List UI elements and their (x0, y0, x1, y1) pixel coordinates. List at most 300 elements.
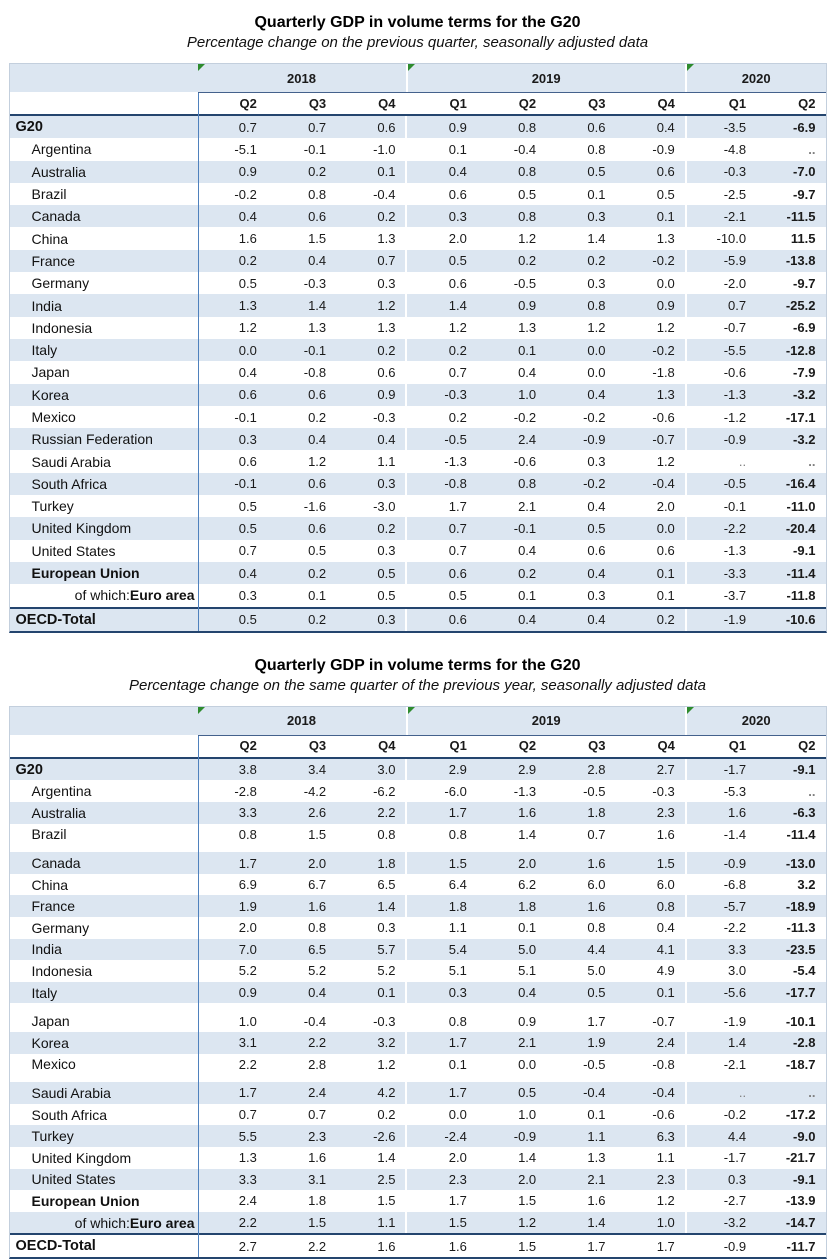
value-cell: -1.0 (336, 138, 407, 160)
value-cell: .. (738, 1085, 747, 1101)
value-cell: 0.3 (336, 540, 407, 562)
quarter-header-cell: Q2 (518, 738, 537, 754)
value-cell: 2.2 (238, 1215, 257, 1230)
row-label: United Kingdom (31, 1149, 132, 1166)
value-cell: 2.0 (448, 231, 467, 247)
comment-marker-icon (687, 707, 694, 714)
table-row (10, 1147, 826, 1169)
value-cell: 0.5 (308, 543, 327, 559)
row-label: India (31, 297, 62, 314)
year-row-label-cell (10, 707, 198, 735)
value-cell: -0.4 (615, 1082, 686, 1104)
value-cell: 2.9 (518, 762, 537, 778)
value-cell: -0.2 (615, 339, 686, 361)
value-cell: -10.0 (716, 231, 747, 247)
row-label: Japan (31, 1013, 70, 1030)
value-cell: -5.5 (723, 342, 747, 358)
value-cell: 0.3 (336, 473, 407, 495)
table-row (10, 250, 826, 272)
value-cell: -23.5 (785, 941, 816, 957)
value-cell: 0.5 (518, 186, 537, 202)
quarter-header-cell: Q1 (449, 738, 467, 754)
value-cell: -17.7 (785, 985, 816, 1001)
value-cell: -3.3 (723, 565, 747, 581)
value-cell: 1.2 (518, 1215, 537, 1230)
value-cell: 0.6 (308, 387, 327, 403)
row-gap (10, 845, 826, 852)
value-cell: -2.1 (723, 1056, 747, 1072)
value-cell: 1.4 (518, 826, 537, 842)
table-row (10, 339, 826, 361)
value-cell: 0.4 (238, 208, 257, 224)
value-cell: 2.2 (238, 1056, 257, 1072)
value-cell: 1.8 (336, 852, 407, 874)
value-cell: -13.8 (785, 253, 816, 269)
row-label: Mexico (31, 1056, 76, 1073)
value-cell: 6.9 (238, 877, 257, 893)
value-cell: 1.2 (615, 317, 686, 339)
value-cell: 0.4 (308, 253, 327, 269)
value-cell: -0.9 (723, 431, 747, 447)
quarter-header-cell: Q3 (588, 95, 606, 111)
table-row (10, 227, 826, 249)
value-cell: 1.7 (587, 1013, 606, 1029)
value-cell: -11.5 (786, 208, 816, 224)
value-cell: 4.2 (336, 1082, 407, 1104)
value-cell: 0.6 (308, 476, 327, 492)
quarter-row (10, 92, 826, 116)
value-cell: 1.7 (238, 855, 257, 871)
comment-marker-icon (198, 707, 205, 714)
value-cell: 1.4 (587, 231, 606, 247)
value-cell: -25.2 (785, 298, 816, 314)
row-label: United States (31, 1171, 116, 1188)
year-header-cell (198, 707, 406, 735)
row-gap (10, 1075, 826, 1082)
value-cell: 2.5 (336, 1169, 407, 1191)
value-cell: -6.8 (723, 877, 747, 893)
value-cell: 0.3 (587, 208, 606, 224)
value-cell: 2.1 (587, 1171, 606, 1187)
value-cell: 1.8 (448, 898, 467, 914)
value-cell: -6.0 (444, 783, 467, 799)
value-cell: -2.0 (723, 275, 747, 291)
value-cell: 1.0 (238, 1013, 257, 1029)
row-label: China (31, 230, 69, 247)
value-cell: 0.5 (587, 985, 606, 1001)
value-cell: -0.4 (513, 141, 537, 157)
value-cell: -0.6 (513, 454, 537, 470)
value-cell: 1.1 (615, 1147, 686, 1169)
value-cell: 5.2 (308, 963, 327, 979)
value-cell: 5.0 (518, 941, 537, 957)
table-row (10, 272, 826, 294)
value-cell: 0.5 (587, 164, 606, 180)
value-cell: -1.9 (723, 1013, 747, 1029)
value-cell: 1.5 (448, 855, 467, 871)
value-cell: 2.0 (518, 1171, 537, 1187)
value-cell: -2.8 (793, 1035, 816, 1051)
value-cell: 0.8 (587, 920, 606, 936)
value-cell: -0.6 (615, 1104, 686, 1126)
table-row (10, 183, 826, 205)
value-cell: 6.0 (615, 874, 686, 896)
table-row (10, 473, 826, 495)
value-cell: -1.3 (444, 454, 467, 470)
value-cell: .. (808, 1085, 816, 1101)
value-cell: 0.8 (308, 186, 327, 202)
value-cell: -0.7 (723, 320, 747, 336)
value-cell: 1.6 (308, 1150, 327, 1166)
year-header-cell (406, 707, 685, 735)
value-cell: -17.2 (785, 1107, 816, 1123)
table-row (10, 1104, 826, 1126)
table-row (10, 361, 826, 383)
table-row (10, 1212, 826, 1234)
value-cell: -10.6 (785, 612, 816, 628)
value-cell: 0.8 (615, 895, 686, 917)
row-label: G20 (15, 761, 43, 778)
value-cell: -9.1 (793, 543, 816, 559)
value-cell: 3.0 (336, 759, 407, 781)
year-label: 2019 (531, 70, 561, 86)
value-cell: 0.4 (518, 985, 537, 1001)
value-cell: 0.2 (308, 409, 327, 425)
value-cell: -2.7 (723, 1193, 747, 1209)
value-cell: 0.7 (308, 119, 327, 135)
value-cell: -6.9 (793, 119, 816, 135)
table-row (10, 428, 826, 450)
value-cell: 1.1 (448, 920, 467, 936)
row-label: Australia (31, 804, 86, 821)
value-cell: 1.5 (615, 852, 686, 874)
table-row (10, 939, 826, 961)
quarter-row (10, 735, 826, 759)
value-cell: 0.2 (336, 339, 407, 361)
value-cell: 1.5 (336, 1190, 407, 1212)
value-cell: -3.2 (723, 1215, 747, 1230)
value-cell: 11.5 (790, 231, 816, 247)
value-cell: -4.8 (723, 141, 747, 157)
value-cell: 0.1 (308, 587, 327, 603)
value-cell: 0.6 (587, 119, 606, 135)
value-cell: 1.7 (615, 1235, 686, 1257)
value-cell: 0.3 (587, 587, 606, 603)
value-cell: 0.7 (336, 250, 407, 272)
row-label: Brazil (31, 186, 67, 203)
value-cell: -9.1 (793, 762, 816, 778)
table-row (10, 874, 826, 896)
value-cell: 0.8 (448, 826, 467, 842)
value-cell: -0.7 (615, 1010, 686, 1032)
value-cell: -5.3 (723, 783, 747, 799)
value-cell: 0.7 (238, 543, 257, 559)
value-cell: 0.6 (448, 275, 467, 291)
value-cell: -0.2 (513, 409, 537, 425)
row-label: Germany (31, 275, 90, 292)
value-cell: 0.4 (615, 917, 686, 939)
value-cell: 5.4 (448, 941, 467, 957)
value-cell: 0.2 (308, 565, 327, 581)
value-cell: -4.2 (303, 783, 327, 799)
value-cell: 0.4 (615, 116, 686, 138)
value-cell: -0.6 (723, 364, 747, 380)
year-row (10, 64, 826, 92)
value-cell: 0.6 (615, 540, 686, 562)
value-cell: 0.6 (238, 387, 257, 403)
table-body (10, 759, 826, 1257)
value-cell: -21.7 (785, 1150, 816, 1166)
value-cell: -5.1 (234, 141, 257, 157)
value-cell: 1.2 (336, 294, 407, 316)
row-label: Australia (31, 163, 86, 180)
value-cell: 2.3 (308, 1128, 327, 1144)
value-cell: 0.4 (518, 612, 537, 628)
value-cell: 0.0 (615, 517, 686, 539)
value-cell: 0.9 (238, 164, 257, 180)
value-cell: 0.7 (728, 298, 747, 314)
value-cell: 0.6 (448, 186, 467, 202)
value-cell: 0.9 (336, 384, 407, 406)
value-cell: 0.1 (518, 587, 537, 603)
value-cell: 0.6 (308, 520, 327, 536)
row-label: Korea (31, 386, 69, 403)
value-cell: 0.1 (336, 161, 407, 183)
quarter-header-cell: Q4 (336, 735, 407, 757)
value-cell: 0.3 (728, 1171, 747, 1187)
row-label: United Kingdom (31, 520, 132, 537)
year-label: 2020 (741, 70, 771, 86)
value-cell: -0.5 (444, 431, 467, 447)
value-cell: 0.7 (308, 1107, 327, 1123)
value-cell: 0.4 (587, 498, 606, 514)
value-cell: 2.8 (308, 1056, 327, 1072)
value-cell: -0.3 (336, 1010, 407, 1032)
value-cell: -0.1 (513, 520, 537, 536)
row-gap (10, 1003, 826, 1010)
quarter-header-cell: Q2 (239, 738, 257, 754)
value-cell: 1.5 (448, 1215, 467, 1230)
value-cell: 1.4 (308, 298, 327, 314)
value-cell: -1.2 (723, 409, 747, 425)
table-row (10, 852, 826, 874)
table-row (10, 802, 826, 824)
value-cell: -0.1 (723, 498, 747, 514)
value-cell: 1.6 (308, 898, 327, 914)
value-cell: -1.9 (723, 612, 747, 628)
value-cell: -0.5 (513, 275, 537, 291)
value-cell: 2.6 (308, 805, 327, 821)
value-cell: 5.1 (518, 963, 537, 979)
value-cell: 4.4 (587, 941, 606, 957)
table-row (10, 161, 826, 183)
value-cell: 2.4 (518, 431, 537, 447)
table-section-yoy (0, 655, 835, 1259)
value-cell: -3.2 (793, 431, 816, 447)
value-cell: 0.2 (615, 609, 686, 631)
value-cell: 3.3 (238, 1171, 257, 1187)
row-label: Germany (31, 919, 90, 936)
value-cell: -1.4 (723, 826, 747, 842)
value-cell: 1.7 (448, 498, 467, 514)
value-cell: .. (808, 141, 816, 157)
table-row (10, 406, 826, 428)
value-cell: -10.1 (785, 1013, 816, 1029)
value-cell: 6.3 (615, 1125, 686, 1147)
value-cell: -0.2 (234, 186, 257, 202)
value-cell: 3.2 (336, 1032, 407, 1054)
value-cell: 1.2 (615, 1190, 686, 1212)
value-cell: 0.1 (448, 141, 467, 157)
value-cell: -0.3 (303, 275, 327, 291)
value-cell: 0.2 (336, 1104, 407, 1126)
table-title: Quarterly GDP in volume terms for the G20 (254, 656, 581, 674)
table-row (10, 960, 826, 982)
value-cell: -0.5 (583, 783, 606, 799)
value-cell: -5.9 (723, 253, 747, 269)
value-cell: 0.8 (518, 208, 537, 224)
value-cell: 3.3 (728, 941, 747, 957)
value-cell: 3.1 (308, 1171, 327, 1187)
table-section-qoq (0, 12, 835, 633)
value-cell: 0.4 (238, 565, 257, 581)
table-row (10, 917, 826, 939)
value-cell: 6.5 (336, 874, 407, 896)
value-cell: -6.2 (336, 780, 407, 802)
value-cell: 0.2 (448, 409, 467, 425)
value-cell: -3.7 (723, 587, 747, 603)
value-cell: 2.8 (587, 762, 606, 778)
table-row (10, 562, 826, 584)
value-cell: 0.5 (587, 520, 606, 536)
value-cell: 2.2 (308, 1238, 327, 1254)
table-row (10, 780, 826, 802)
value-cell: 0.0 (448, 1107, 467, 1123)
value-cell: 2.7 (238, 1238, 257, 1254)
value-cell: 0.8 (336, 824, 407, 846)
value-cell: 1.3 (615, 227, 686, 249)
value-cell: 0.0 (587, 342, 606, 358)
year-label: 2020 (741, 713, 771, 729)
value-cell: 0.5 (448, 587, 467, 603)
value-cell: -0.4 (303, 1013, 327, 1029)
table-row (10, 517, 826, 539)
value-cell: -0.9 (723, 1238, 747, 1254)
value-cell: -17.1 (785, 409, 816, 425)
value-cell: 1.8 (518, 898, 537, 914)
value-cell: 2.2 (308, 1035, 327, 1051)
value-cell: 0.6 (448, 612, 467, 628)
value-cell: 0.6 (448, 565, 467, 581)
value-cell: .. (738, 454, 747, 470)
value-cell: -0.3 (615, 780, 686, 802)
value-cell: -11.7 (786, 1238, 816, 1254)
value-cell: 0.0 (518, 1056, 537, 1072)
value-cell: 0.4 (587, 565, 606, 581)
value-cell: 1.7 (238, 1085, 257, 1101)
value-cell: 1.0 (615, 1212, 686, 1234)
value-cell: 0.5 (615, 183, 686, 205)
row-label: Canada (31, 208, 81, 225)
value-cell: 0.4 (336, 428, 407, 450)
value-cell: 1.4 (448, 298, 467, 314)
value-cell: 7.0 (238, 941, 257, 957)
row-label: Canada (31, 855, 81, 871)
value-cell: -18.9 (785, 898, 816, 914)
comment-marker-icon (687, 64, 694, 71)
value-cell: 0.8 (518, 476, 537, 492)
value-cell: -5.6 (723, 985, 747, 1001)
value-cell: -11.4 (786, 826, 816, 842)
gdp-table-qoq (9, 63, 827, 633)
value-cell: 1.7 (448, 1085, 467, 1101)
value-cell: 0.1 (587, 186, 606, 202)
row-label: Turkey (31, 498, 74, 515)
value-cell: 0.6 (336, 116, 407, 138)
quarter-row-label-cell (10, 735, 198, 757)
value-cell: -0.1 (303, 141, 327, 157)
value-cell: 0.1 (336, 982, 407, 1004)
value-cell: -9.1 (793, 1171, 816, 1187)
row-label: Argentina (31, 141, 92, 158)
value-cell: 2.0 (448, 1150, 467, 1166)
row-label: OECD-Total (15, 1238, 96, 1255)
value-cell: 1.3 (238, 1150, 257, 1166)
table-subtitle: Percentage change on the previous quarter, seasonally adjusted data (186, 34, 649, 51)
year-header-cell (198, 64, 406, 92)
value-cell: 0.2 (518, 565, 537, 581)
value-cell: 3.2 (797, 877, 816, 893)
value-cell: 0.4 (518, 364, 537, 380)
value-cell: 5.1 (448, 963, 467, 979)
value-cell: 0.4 (308, 985, 327, 1001)
value-cell: -0.8 (303, 364, 327, 380)
table-row (10, 1125, 826, 1147)
value-cell: 0.9 (448, 119, 467, 135)
row-label: Saudi Arabia (31, 453, 111, 470)
value-cell: -2.2 (723, 520, 747, 536)
value-cell: 1.3 (587, 1150, 606, 1166)
value-cell: 0.7 (448, 364, 467, 380)
value-cell: -0.4 (615, 473, 686, 495)
row-label: Indonesia (31, 962, 93, 979)
value-cell: 1.1 (336, 1212, 407, 1234)
value-cell: 1.9 (238, 898, 257, 914)
value-cell: 1.8 (587, 805, 606, 821)
value-cell: 6.0 (587, 877, 606, 893)
value-cell: 0.5 (518, 1085, 537, 1101)
value-cell: -11.4 (786, 565, 816, 581)
value-cell: 1.0 (518, 387, 537, 403)
value-cell: 0.1 (615, 584, 686, 606)
value-cell: 0.8 (238, 826, 257, 842)
value-cell: -0.3 (723, 164, 747, 180)
quarter-header-cell: Q2 (518, 95, 537, 111)
table-row (10, 450, 826, 472)
value-cell: -0.4 (583, 1085, 606, 1101)
value-cell: -13.0 (785, 855, 816, 871)
value-cell: -11.8 (786, 587, 816, 603)
value-cell: 0.3 (238, 431, 257, 447)
quarter-header-cell: Q1 (728, 738, 747, 754)
value-cell: -6.3 (793, 805, 816, 821)
value-cell: 1.4 (728, 1035, 747, 1051)
value-cell: 0.1 (615, 205, 686, 227)
value-cell: 2.0 (518, 855, 537, 871)
value-cell: 0.1 (518, 342, 537, 358)
value-cell: -0.9 (723, 855, 747, 871)
value-cell: 0.3 (238, 587, 257, 603)
